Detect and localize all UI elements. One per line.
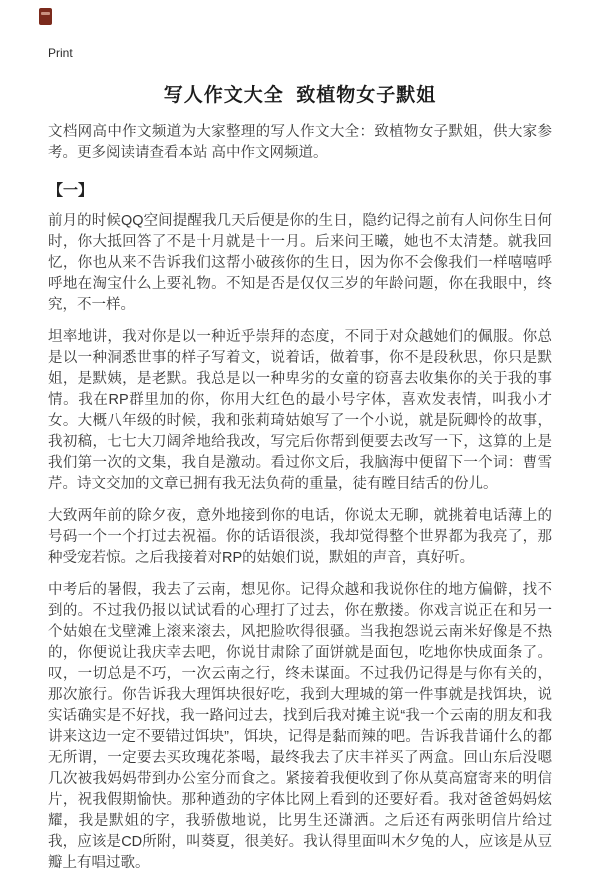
document-icon [39, 8, 52, 25]
page-title: 写人作文大全 致植物女子默姐 [163, 85, 437, 106]
intro-paragraph: 文档网高中作文频道为大家整理的写人作文大全：致植物女子默姐，供大家参考。更多阅读请查看本站 高中作文网频道。 [48, 124, 552, 161]
article-paragraph-4: 中考后的暑假，我去了云南，想见你。记得众越和我说你住的地方偏僻，找不到的。不过我仍报以试试看的心理打了过去，你在敷搂。你戏言说正在和另一个姑娘在戈壁滩上滚来滚去，风把脸吹得很骚。当我抱怨说云南米好像是不热的，你便说让我庆幸去吧，你说甘肃除了面饼就是面包，吃地你快成面条了。叹，一切总是不巧，一次云南之行，终未谋面。不过我仍记得是与你有关的，那次旅行。你告诉我大理饵块很好吃，我到大理城的第一件事就是找饵块，说实话确实是不好找，我一路问过去，找到后我对摊主说“我一个云南的朋友和我讲来这边一定不要错过饵块”，饵块，记得是黏而辣的吧。告诉我昔诵什么的都无所谓，一定要去买玫瑰花茶喝，最终我去了庆丰祥买了两盒。回山东后没嗯几次被我妈妈带到办公室分而食之。紧接着我便收到了你从莫高窟寄来的明信片，祝我假期愉快。那种遒劲的字体比网上看到的还要好看。我对爸爸妈妈炫耀，我是默姐的字，我骄傲地说，比男生还潇洒。之后还有两张明信片给过我，应该是CD所附，叫葵夏，很美好。我认得里面叫木夕兔的人，应该是从豆瓣上有唱过歌。 [48, 582, 552, 871]
section-marker: 【一】 [48, 182, 94, 199]
article-paragraph-1: 前月的时候QQ空间提醒我几天后便是你的生日，隐约记得之前有人问你生日何时，你大抵回答了不是十月就是十一月。后来问王曦，她也不太清楚。就我回忆，你也从来不告诉我们这帮小破孩你的生日，因为你不会像我们一样嘻嘻呼呼地在淘宝什么上要礼物。不知是否是仅仅三岁的年龄问题，你在我眼中，终究，不一样。 [48, 213, 552, 313]
article-body [48, 211, 552, 874]
print-button[interactable]: Print [48, 46, 73, 60]
article-paragraph-3: 大致两年前的除夕夜，意外地接到你的电话，你说太无聊，就挑着电话薄上的号码一个一个打过去祝福。你的话语很淡，我却觉得整个世界都为我亮了，那种受宠若惊。之后我接着对RP的姑娘们说，默姐的声音，真好听。 [48, 508, 552, 566]
article-paragraph-2: 坦率地讲，我对你是以一种近乎崇拜的态度，不同于对众越她们的佩服。你总是以一种洞悉世事的样子写着文，说着话，做着事，你不是段秋思，你只是默姐，是默姨，是老默。我总是以一种卑劣的女童的窃喜去收集你的关于我的事情。我在RP群里加的你，你用大红色的最小号字体，喜欢发表情，叫我小才女。大概八年级的时候，我和张莉琦姑娘写了一个小说，就是阮卿怜的故事，我初稿，七七大刀阔斧地给我改，写完后你帮到便要去改写一下，这算的上是我们第一次的文集，我自是激动。看过你文后，我脑海中便留下一个词：曹雪芹。诗文交加的文章已拥有我无法负荷的重量，徒有瞠目结舌的份儿。 [48, 329, 552, 492]
